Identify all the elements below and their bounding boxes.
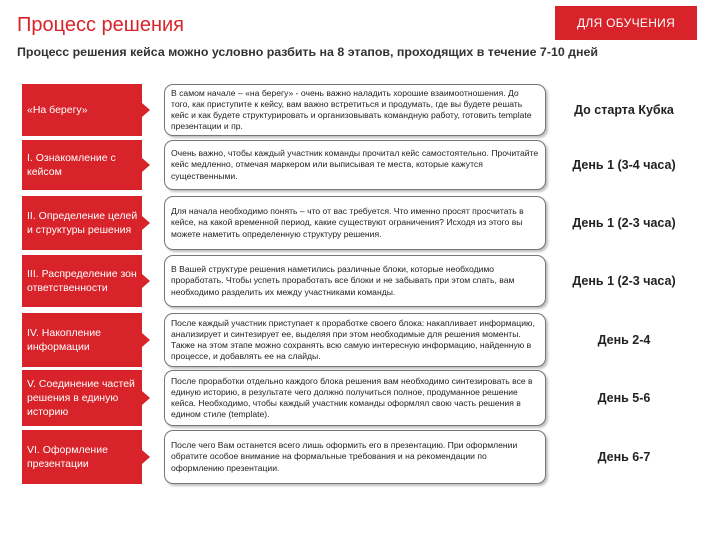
stage-row bbox=[22, 313, 702, 367]
stage-timing: До старта Кубка bbox=[574, 103, 674, 117]
stage-row bbox=[22, 140, 702, 190]
arrow-right-icon bbox=[142, 333, 150, 347]
stage-timing: День 1 (2-3 часа) bbox=[572, 216, 676, 230]
arrow-right-icon bbox=[142, 103, 150, 117]
arrow-right-icon bbox=[142, 158, 150, 172]
stage-timing: День 5-6 bbox=[597, 391, 651, 405]
stage-label: I. Ознакомление с кейсом bbox=[22, 140, 142, 190]
arrow-right-icon bbox=[142, 274, 150, 288]
stage-timing: День 2-4 bbox=[597, 333, 651, 347]
stage-description: Очень важно, чтобы каждый участник команды прочитал кейс самостоятельно. Прочитайте кейс медленно, отмечая маркером или выписывая те места, которые кажутся существенными. bbox=[164, 140, 546, 190]
stage-label: III. Распределение зон ответственности bbox=[22, 255, 142, 307]
stage-description: В самом начале – «на берегу» - очень важно наладить хорошие взаимоотношения. До того, как приступите к кейсу, вам важно встретиться и продумать, где вы будете решать кейс и как будете структурировать и организовывать командную работу, готовить template презентации и пр. bbox=[164, 84, 546, 136]
arrow-right-icon bbox=[142, 391, 150, 405]
stage-timing: День 6-7 bbox=[597, 450, 651, 464]
arrow-right-icon bbox=[142, 216, 150, 230]
stage-description: В Вашей структуре решения наметились различные блоки, которые необходимо проработать. Чтобы успеть проработать все блоки и не забывать при этом спать, вам необходимо разделить их между участниками команды. bbox=[164, 255, 546, 307]
page-subtitle: Процесс решения кейса можно условно разбить на 8 этапов, проходящих в течение 7-10 дней bbox=[17, 45, 599, 59]
stage-row bbox=[22, 370, 702, 426]
stage-row bbox=[22, 255, 702, 307]
stage-description: После каждый участник приступает к проработке своего блока: накапливает информацию, анализирует и синтезирует ее, выделяя при этом необходимые для решения моменты. Также на этом этапе можно сохранять всю самую интересную информацию, найденную в процессе, и добавлять ее на слайды. bbox=[164, 313, 546, 367]
stage-description: После проработки отдельно каждого блока решения вам необходимо синтезировать все в единую историю, в результате чего должно получиться полное, продуманное решение кейса. Необходимо, чтобы каждый участник команды оформлял свою часть решения в едином стиле (template). bbox=[164, 370, 546, 426]
stage-row bbox=[22, 196, 702, 250]
stage-label: «На берегу» bbox=[22, 84, 142, 136]
stage-timing: День 1 (2-3 часа) bbox=[572, 274, 676, 288]
stage-label: VI. Оформление презентации bbox=[22, 430, 142, 484]
stage-description: Для начала необходимо понять – что от вас требуется. Что именно просят просчитать в кейсе, на какой временной период, какие существуют ограничения? Исходя из этого вы можете наметить определенную структуру решения. bbox=[164, 196, 546, 250]
page-title: Процесс решения bbox=[17, 14, 184, 36]
arrow-right-icon bbox=[142, 450, 150, 464]
stage-label: V. Соединение частей решения в единую историю bbox=[22, 370, 142, 426]
training-badge: ДЛЯ ОБУЧЕНИЯ bbox=[555, 6, 697, 40]
stage-label: IV. Накопление информации bbox=[22, 313, 142, 367]
stage-label: II. Определение целей и структуры решения bbox=[22, 196, 142, 250]
stage-description: После чего Вам останется всего лишь оформить его в презентацию. При оформлении обратите особое внимание на формальные требования и на рекомендации по оформлению презентации. bbox=[164, 430, 546, 484]
stage-timing: День 1 (3-4 часа) bbox=[572, 158, 676, 172]
stage-row bbox=[22, 430, 702, 484]
stage-row bbox=[22, 84, 702, 136]
